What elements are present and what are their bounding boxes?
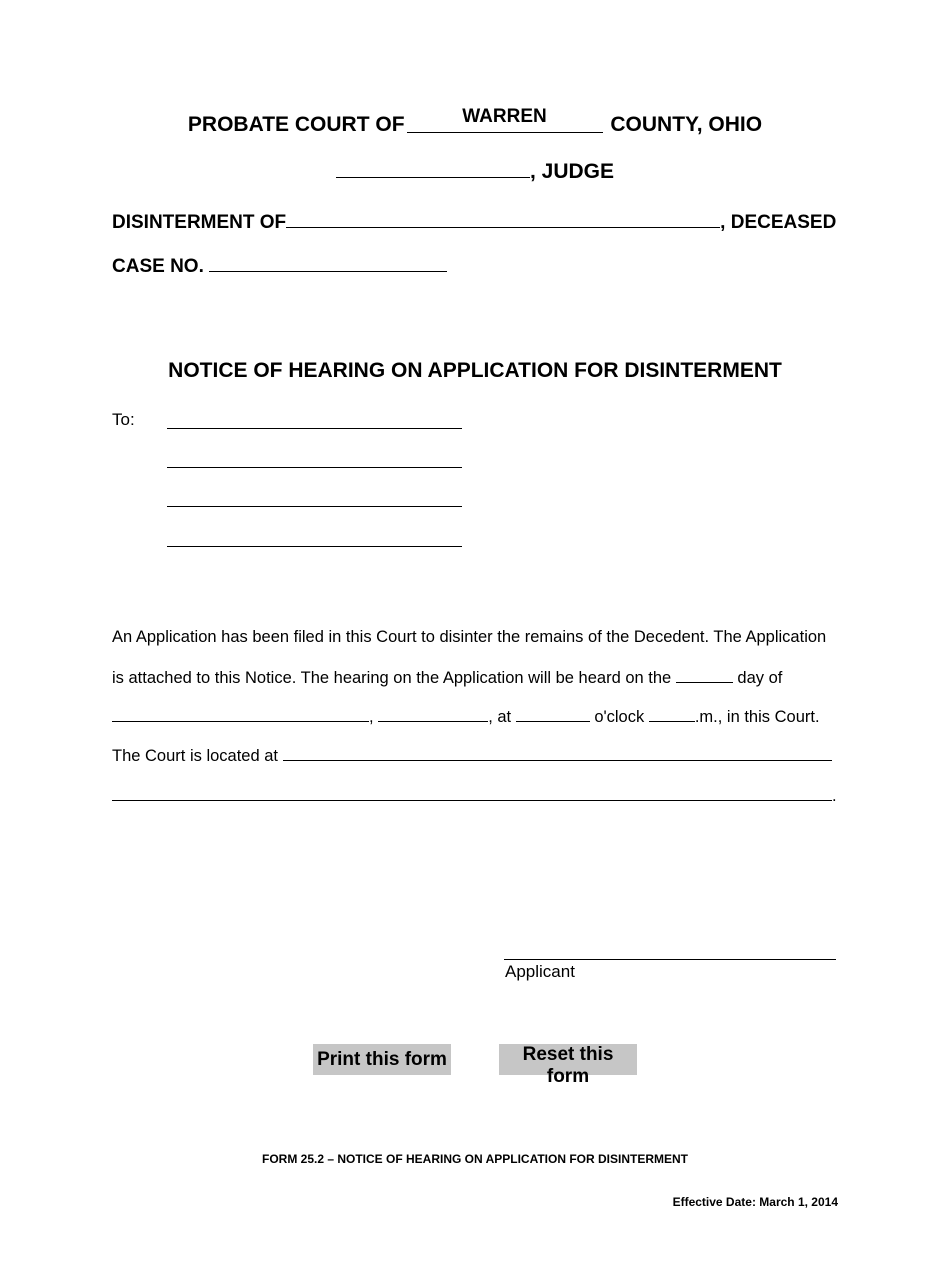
judge-name-input[interactable] <box>336 157 530 178</box>
to-label: To: <box>112 410 135 429</box>
court-heading <box>0 108 950 137</box>
disinterment-prefix: DISINTERMENT OF <box>112 212 287 233</box>
applicant-label: Applicant <box>505 962 575 981</box>
body-line-5 <box>112 786 837 806</box>
disinterment-line <box>112 209 836 234</box>
case-number-input[interactable] <box>209 253 447 272</box>
body-line-3 <box>112 707 820 727</box>
effective-date: Effective Date: March 1, 2014 <box>672 1195 838 1209</box>
in-court-text: .m., in this Court. <box>694 708 820 726</box>
period-text: . <box>832 787 837 805</box>
court-prefix: PROBATE COURT OF <box>187 113 405 136</box>
form-footer-title: FORM 25.2 – NOTICE OF HEARING ON APPLICATION FOR DISINTERMENT <box>261 1152 689 1166</box>
court-location-label: The Court is located at <box>112 747 278 765</box>
recipient-input-1[interactable] <box>167 428 462 429</box>
body-line-1: An Application has been filed in this Court to disinter the remains of the Decedent. The Application <box>112 628 827 646</box>
body-line-2-text: is attached to this Notice. The hearing on the Application will be heard on the <box>112 669 672 687</box>
body-line-4 <box>112 746 832 766</box>
hearing-year-input[interactable] <box>378 707 488 722</box>
applicant-signature-input[interactable] <box>504 959 836 960</box>
case-no-label: CASE NO. <box>112 256 204 277</box>
county-value: WARREN <box>462 106 547 127</box>
deceased-suffix: , DECEASED <box>720 212 837 233</box>
hearing-day-input[interactable] <box>676 668 733 683</box>
recipient-input-4[interactable] <box>167 546 462 547</box>
comma-text: , <box>369 708 374 726</box>
notice-title: NOTICE OF HEARING ON APPLICATION FOR DISINTERMENT <box>168 359 782 382</box>
court-location-input-1[interactable] <box>283 746 832 761</box>
recipient-input-3[interactable] <box>167 506 462 507</box>
judge-heading <box>0 157 950 184</box>
court-location-input-2[interactable] <box>112 786 832 801</box>
court-suffix: COUNTY, OHIO <box>610 113 763 136</box>
hearing-time-input[interactable] <box>516 707 590 722</box>
body-line-2 <box>112 668 782 688</box>
county-input[interactable] <box>407 106 603 133</box>
judge-suffix: , JUDGE <box>529 160 615 183</box>
at-text: , at <box>488 708 512 726</box>
print-form-button[interactable]: Print this form <box>313 1044 451 1075</box>
oclock-text: o'clock <box>594 708 645 726</box>
am-pm-input[interactable] <box>649 707 695 722</box>
decedent-name-input[interactable] <box>286 209 720 228</box>
day-of-text: day of <box>737 669 783 687</box>
recipient-input-2[interactable] <box>167 467 462 468</box>
case-number-line <box>112 253 447 278</box>
hearing-month-input[interactable] <box>112 707 369 722</box>
reset-form-button[interactable]: Reset this form <box>499 1044 637 1075</box>
